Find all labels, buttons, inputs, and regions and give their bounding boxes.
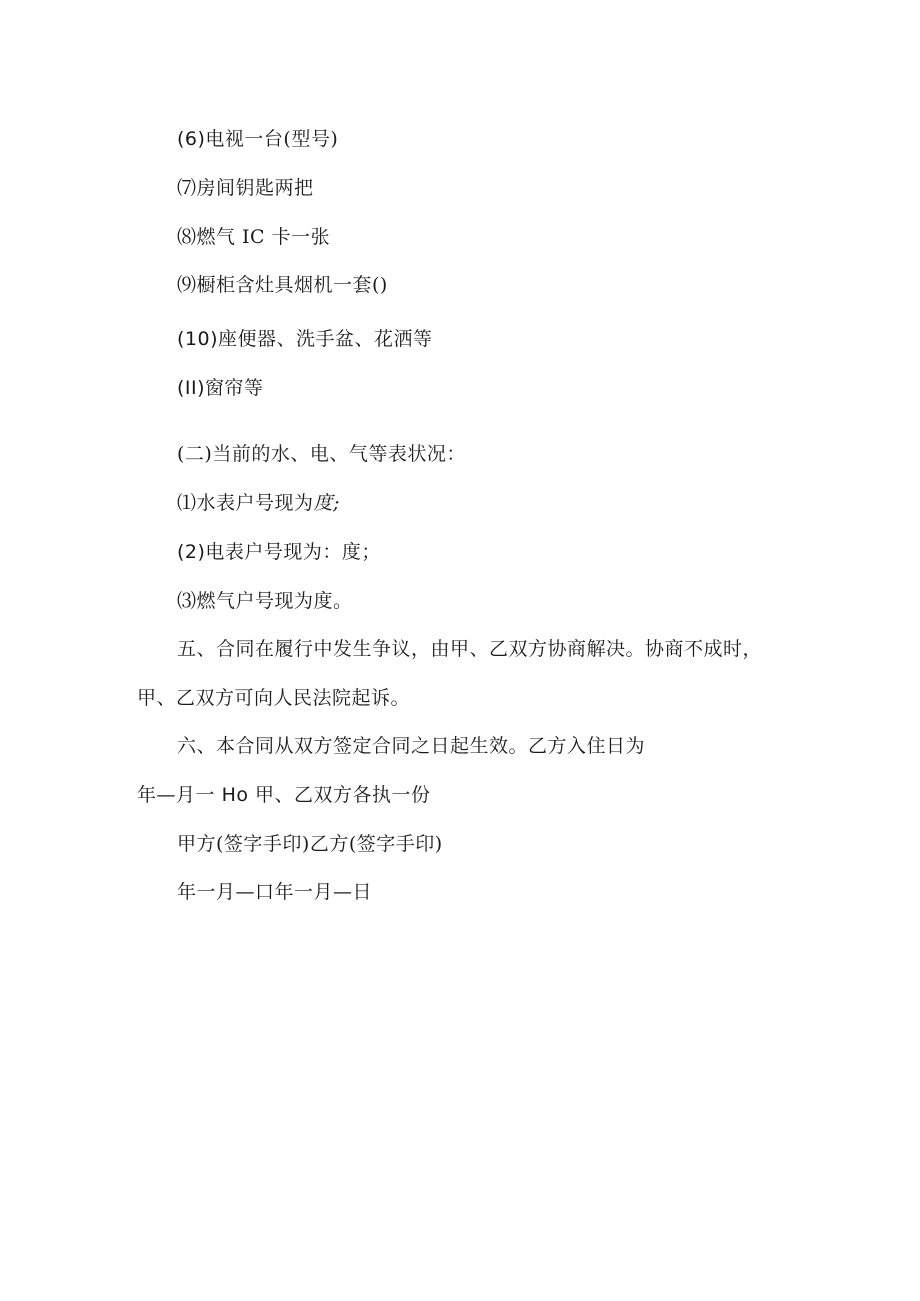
inventory-item-9 <box>177 273 388 297</box>
item-number: ⑼ <box>177 274 197 296</box>
item-number: ⑴ <box>177 492 197 514</box>
copies-text: 甲、乙双方各执一份 <box>255 784 431 806</box>
item-number: (10) <box>177 328 219 350</box>
item-number: ⑻ <box>177 226 197 248</box>
item-text: 电表户号现为：度； <box>205 541 381 563</box>
inventory-item-6 <box>177 127 338 151</box>
clause-6-line-1: 六、本合同从双方签定合同之日起生效。乙方入住日为 <box>177 735 646 757</box>
item-text: 房间钥匙两把 <box>196 177 314 199</box>
item-number: (6) <box>177 128 206 150</box>
clause-5-line-1: 五、合同在履行中发生争议，由甲、乙双方协商解决。协商不成时， <box>177 638 763 660</box>
date-blank-text: 年—月一 <box>137 784 216 806</box>
clause-6-line-2 <box>137 783 431 807</box>
inventory-item-8 <box>177 225 330 249</box>
item-text: 电视一台(型号) <box>205 128 339 150</box>
meter-section-title: (二)当前的水、电、气等表状况： <box>177 443 466 465</box>
item-number: (2) <box>177 541 206 563</box>
inventory-item-7 <box>177 176 314 200</box>
meter-item-electric <box>177 540 381 564</box>
item-text: 燃气 IC 卡一张 <box>196 226 331 248</box>
item-number: ⑺ <box>177 177 197 199</box>
item-number: (II) <box>177 377 206 399</box>
ocr-fragment: Ho <box>221 784 249 806</box>
item-suffix: 度; <box>313 492 340 514</box>
signature-date-line: 年一月—口年一月—日 <box>177 881 373 903</box>
item-text: 橱柜含灶具烟机一套() <box>196 274 388 296</box>
item-text: 水表户号现为 <box>196 492 314 514</box>
inventory-item-11 <box>177 376 264 400</box>
item-text: 燃气户号现为度。 <box>196 590 353 612</box>
meter-item-water <box>177 491 340 515</box>
meter-item-gas <box>177 589 353 613</box>
item-text: 座便器、洗手盆、花洒等 <box>218 328 433 350</box>
signature-line: 甲方(签字手印)乙方(签字手印) <box>177 833 443 855</box>
inventory-item-10 <box>177 327 433 351</box>
clause-5-line-2: 甲、乙双方可向人民法院起诉。 <box>137 687 411 709</box>
item-number: ⑶ <box>177 590 197 612</box>
item-text: 窗帘等 <box>205 377 264 399</box>
